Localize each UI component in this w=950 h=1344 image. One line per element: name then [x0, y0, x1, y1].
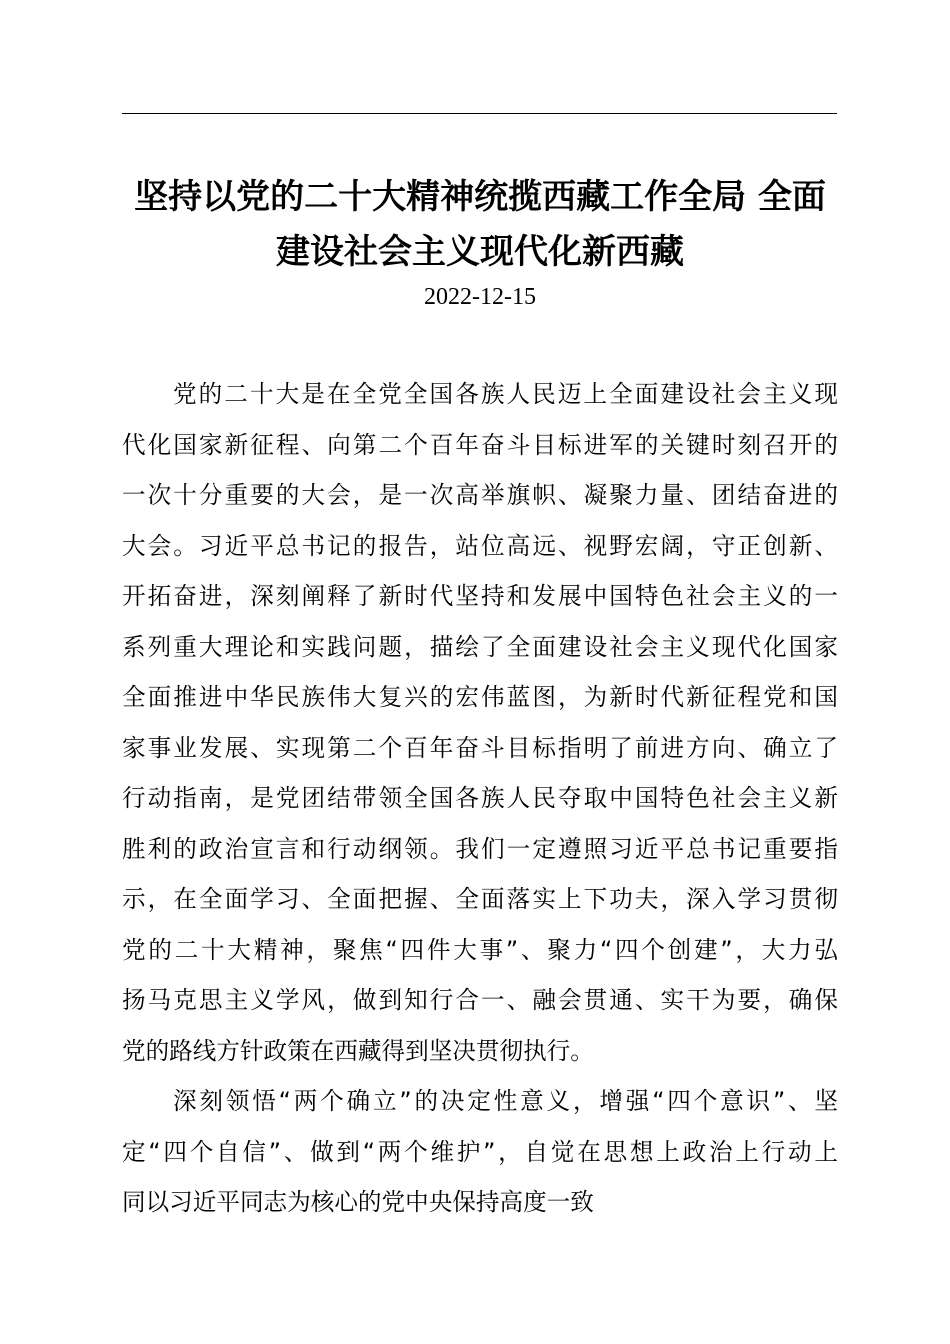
text-line: 党的二十大精神，聚焦“四件大事”、聚力“四个创建”，大力弘 [122, 935, 838, 964]
paragraph-2 [122, 1076, 838, 1228]
text-line: 行动指南，是党团结带领全国各族人民夺取中国特色社会主义新 [122, 784, 838, 812]
text-line: 同以习近平同志为核心的党中央保持高度一致 [122, 1188, 594, 1216]
text-line: 开拓奋进，深刻阐释了新时代坚持和发展中国特色社会主义的一 [122, 582, 838, 610]
text-line: 系列重大理论和实践问题，描绘了全面建设社会主义现代化国家 [122, 632, 838, 661]
text-line: 家事业发展、实现第二个百年奋斗目标指明了前进方向、确立了 [122, 733, 838, 762]
document-body [122, 369, 838, 1228]
document-title [110, 170, 850, 280]
text-line: 一次十分重要的大会，是一次高举旗帜、凝聚力量、团结奋进的 [122, 481, 838, 509]
header-rule [122, 113, 837, 114]
text-line: 大会。习近平总书记的报告，站位高远、视野宏阔，守正创新、 [122, 531, 838, 560]
text-line: 代化国家新征程、向第二个百年奋斗目标进军的关键时刻召开的 [122, 430, 838, 459]
text-line: 示，在全面学习、全面把握、全面落实上下功夫，深入学习贯彻 [122, 885, 838, 913]
document-date: 2022-12-15 [424, 284, 536, 310]
text-line: 扬马克思主义学风，做到知行合一、融会贯通、实干为要，确保 [122, 986, 838, 1014]
paragraph-1 [122, 369, 838, 1076]
text-line: 党的二十大是在全党全国各族人民迈上全面建设社会主义现 [173, 380, 838, 408]
title-line: 建设社会主义现代化新西藏 [276, 232, 684, 272]
title-line: 坚持以党的二十大精神统揽西藏工作全局 全面 [134, 177, 826, 217]
text-line: 定“四个自信”、做到“两个维护”，自觉在思想上政治上行动上 [122, 1137, 838, 1166]
text-line: 深刻领悟“两个确立”的决定性意义，增强“四个意识”、坚 [173, 1087, 838, 1115]
text-line: 胜利的政治宣言和行动纲领。我们一定遵照习近平总书记重要指 [122, 834, 838, 863]
text-line: 全面推进中华民族伟大复兴的宏伟蓝图，为新时代新征程党和国 [122, 683, 838, 711]
text-line: 党的路线方针政策在西藏得到坚决贯彻执行。 [122, 1036, 594, 1065]
